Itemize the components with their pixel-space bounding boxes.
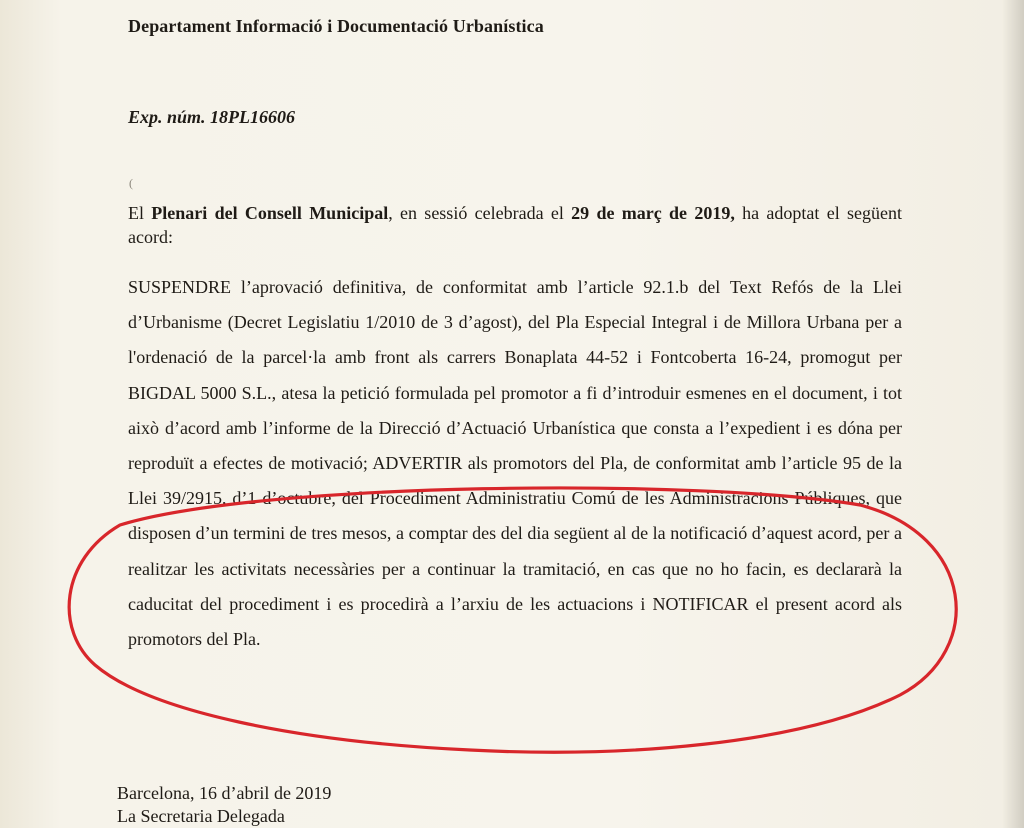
intro-body-name: Plenari del Consell Municipal	[151, 203, 389, 223]
page-edge-shadow	[1002, 0, 1024, 828]
place-date: Barcelona, 16 d’abril de 2019	[117, 783, 332, 803]
expedient-number: Exp. núm. 18PL16606	[128, 107, 296, 127]
signatory: La Secretaria Delegada	[117, 806, 285, 826]
intro-paragraph	[128, 201, 902, 249]
intro-text-3: ha adoptat el següent acord:	[128, 203, 902, 247]
resolution-paragraph: SUSPENDRE l’aprovació definitiva, de conformitat amb l’article 92.1.b del Text Refós de la Llei d’Urbanisme (Decret Legislatiu 1/2010 de 3 d’agost), del Pla Especial Integral i de Millora Urbana per a l'ordenació de la parcel·la amb front als carrers Bonaplata 44-52 i Fontcoberta 16-24, promogut per BIGDAL 5000 S.L., atesa la petició formulada pel promotor a fi d’introduir esmenes en el document, i tot això d’acord amb l’informe de la Direcció d’Actuació Urbanística que consta a l’expedient i es dóna per reproduït a efectes de motivació; ADVERTIR als promotors del Pla, de conformitat amb l’article 95 de la Llei 39/2915, d’1 d’octubre, del Procediment Administratiu Comú de les Administracions Públiques, que disposen d’un termini de tres mesos, a comptar des del dia següent al de la notificació d’aquest acord, per a realitzar les activitats necessàries per a continuar la tramitació, en cas que no ho facin, es declararà la caducitat del procediment i es procedirà a l’arxiu de les actuacions i NOTIFICAR el present acord als promotors del Pla.	[128, 277, 902, 650]
closing-block	[117, 782, 331, 828]
intro-session-date: 29 de març de 2019,	[571, 203, 735, 223]
department-heading: Departament Informació i Documentació Urbanística	[128, 16, 544, 36]
stray-mark: (	[129, 176, 133, 190]
intro-text-2: , en sessió celebrada el	[388, 203, 572, 223]
intro-text-1: El	[128, 203, 152, 223]
